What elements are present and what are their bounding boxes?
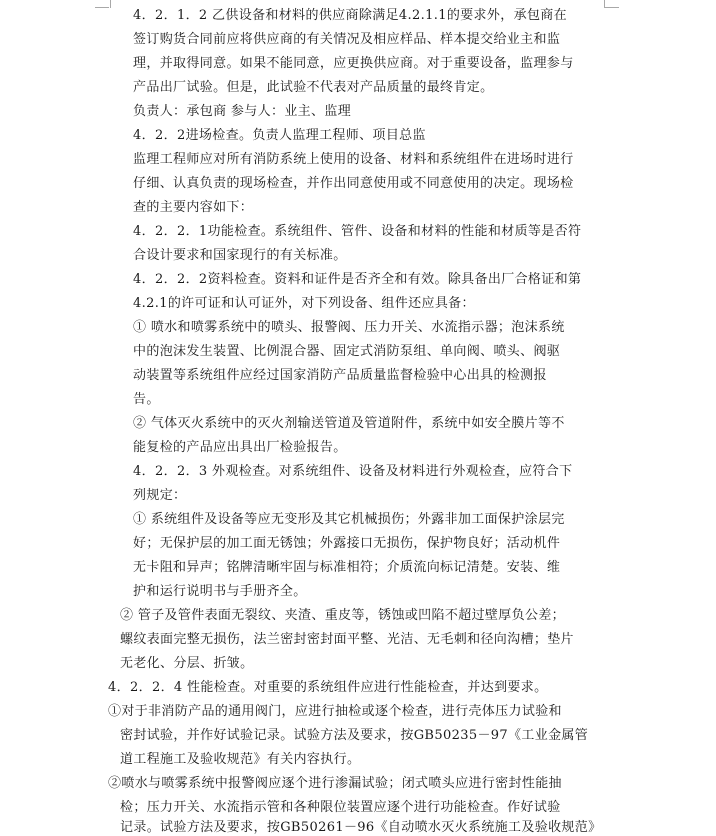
list-item-1-line-3: 动装置等系统组件应经过国家消防产品质量监督检验中心出具的检测报 <box>133 368 547 383</box>
appearance-item-2-line-1: ② 管子及管件表面无裂纹、夹渣、重皮等，锈蚀或凹陷不超过壁厚负公差； <box>120 608 566 623</box>
appearance-item-2-line-3: 无老化、分层、折皱。 <box>120 656 254 671</box>
appearance-item-1-line-3: 无卡阻和异声；铭牌清晰牢固与标准相符；介质流向标记清楚。安装、维 <box>133 560 561 575</box>
list-item-1-line-1: ① 喷水和喷雾系统中的喷头、报警阀、压力开关、水流指示器；泡沫系统 <box>133 320 565 335</box>
performance-item-2-line-1: ②喷水与喷雾系统中报警阀应逐个进行渗漏试验；闭式喷头应进行密封性能抽 <box>108 776 562 791</box>
margin-crop-mark-left <box>96 0 111 8</box>
appearance-item-1-line-4: 护和运行说明书与手册齐全。 <box>133 584 307 599</box>
list-item-2-line-1: ② 气体灭火系统中的灭火剂输送管道及管道附件，系统中如安全膜片等不 <box>133 416 565 431</box>
performance-item-2-line-2: 检；压力开关、水流指示管和各种限位装置应逐个进行功能检查。作好试验 <box>120 800 561 815</box>
para-4-2-2-3-line-2: 列规定： <box>133 488 187 503</box>
appearance-item-2-line-2: 螺纹表面完整无损伤，法兰密封密封面平整、光洁、无毛刺和径向沟槽；垫片 <box>120 632 574 647</box>
para-4-2-2-1-line-2: 合设计要求和国家现行的有关标准。 <box>133 248 347 263</box>
para-4-2-1-2-line-1: 4．2．1．2 乙供设备和材料的供应商除满足4.2.1.1的要求外，承包商在 <box>133 8 567 23</box>
para-4-2-1-2-line-2: 签订购货合同前应将供应商的有关情况及相应样品、样本提交给业主和监 <box>133 32 561 47</box>
list-item-1-line-2: 中的泡沫发生装置、比例混合器、固定式消防泵组、单向阀、喷头、阀驱 <box>133 344 561 359</box>
para-4-2-2-2-line-1: 4．2．2．2资料检查。资料和证件是否齐全和有效。除具备出厂合格证和第 <box>133 272 582 287</box>
performance-item-1-line-1: ①对于非消防产品的通用阀门，应进行抽检或逐个检查，进行壳体压力试验和 <box>108 704 562 719</box>
para-inspection-line-1: 监理工程师应对所有消防系统上使用的设备、材料和系统组件在进场时进行 <box>133 152 574 167</box>
para-4-2-2-4: 4．2．2．4 性能检查。对重要的系统组件应进行性能检查，并达到要求。 <box>108 680 548 695</box>
para-4-2-2-2-line-2: 4.2.1的许可证和认可证外，对下列设备、组件还应具备： <box>133 296 475 311</box>
para-inspection-line-2: 仔细、认真负责的现场检查，并作出同意使用或不同意使用的决定。现场检 <box>133 176 574 191</box>
para-4-2-2-1-line-1: 4．2．2．1功能检查。系统组件、管件、设备和材料的性能和材质等是否符 <box>133 224 582 239</box>
margin-crop-mark-right <box>604 0 619 8</box>
list-item-1-line-4: 告。 <box>133 392 160 407</box>
performance-item-1-line-3: 道工程施工及验收规范》有关内容执行。 <box>120 752 361 767</box>
para-inspection-line-3: 查的主要内容如下： <box>133 200 254 215</box>
appearance-item-1-line-1: ① 系统组件及设备等应无变形及其它机械损伤；外露非加工面保护涂层完 <box>133 512 565 527</box>
performance-item-1-line-2: 密封试验，并作好试验记录。试验方法及要求，按GB50235－97《工业金属管 <box>120 728 589 743</box>
list-item-2-line-2: 能复检的产品应出具出厂检验报告。 <box>133 440 347 455</box>
heading-4-2-2: 4．2．2进场检查。负责人监理工程师、项目总监 <box>133 128 426 143</box>
appearance-item-1-line-2: 好；无保护层的加工面无锈蚀；外露接口无损伤，保护物良好；活动机件 <box>133 536 561 551</box>
responsibility-line: 负责人：承包商 参与人：业主、监理 <box>133 104 352 119</box>
para-4-2-2-3-line-1: 4．2．2．3 外观检查。对系统组件、设备及材料进行外观检查，应符合下 <box>133 464 573 479</box>
para-4-2-1-2-line-4: 产品出厂试验。但是，此试验不代表对产品质量的最终肯定。 <box>133 80 494 95</box>
para-4-2-1-2-line-3: 理，并取得同意。如果不能同意，应更换供应商。对于重要设备，监理参与 <box>133 56 574 71</box>
performance-item-2-line-3: 记录。试验方法及要求，按GB50261－96《自动喷水灭火系统施工及验收规范》 <box>120 820 602 835</box>
